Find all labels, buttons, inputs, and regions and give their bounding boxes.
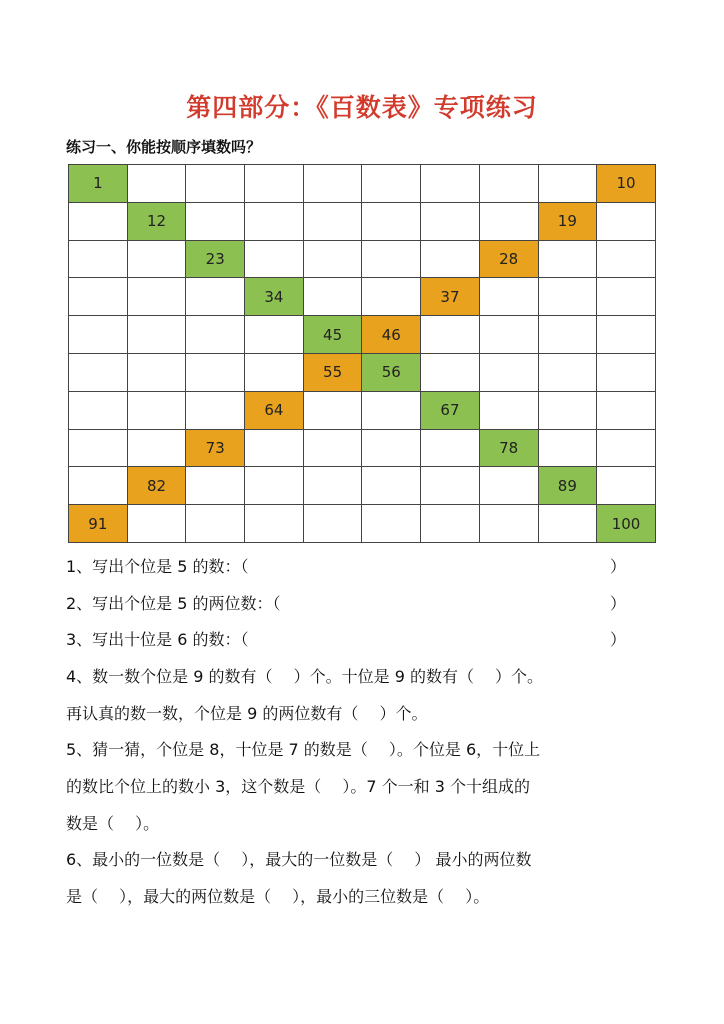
grid-cell-empty (597, 202, 656, 240)
grid-cell-empty (362, 240, 421, 278)
grid-cell-empty (245, 353, 304, 391)
grid-cell-empty (127, 165, 186, 203)
grid-cell-empty (479, 505, 538, 543)
grid-cell-empty (421, 240, 480, 278)
grid-cell-empty (362, 391, 421, 429)
grid-row (69, 429, 656, 467)
grid-cell-empty (245, 316, 304, 354)
grid-cell-empty (69, 202, 128, 240)
grid-cell-empty (479, 165, 538, 203)
grid-cell-10: 10 (597, 165, 656, 203)
grid-cell-empty (597, 429, 656, 467)
grid-cell-100: 100 (597, 505, 656, 543)
grid-cell-empty (69, 353, 128, 391)
question-6-line1: 6、最小的一位数是（ ），最大的一位数是（ ） 最小的两位数 (66, 850, 532, 869)
grid-cell-empty (362, 202, 421, 240)
grid-cell-empty (303, 165, 362, 203)
grid-cell-empty (303, 467, 362, 505)
grid-cell-empty (479, 353, 538, 391)
grid-cell-empty (421, 429, 480, 467)
grid-cell-empty (538, 240, 597, 278)
grid-cell-empty (479, 467, 538, 505)
question-1-text: 1、写出个位是 5 的数：（ (66, 557, 249, 576)
grid-cell-empty (597, 316, 656, 354)
grid-cell-78: 78 (479, 429, 538, 467)
grid-cell-empty (538, 505, 597, 543)
grid-cell-empty (127, 505, 186, 543)
grid-cell-91: 91 (69, 505, 128, 543)
grid-cell-empty (479, 316, 538, 354)
grid-cell-56: 56 (362, 353, 421, 391)
question-3-close: ） (610, 630, 627, 649)
grid-cell-64: 64 (245, 391, 304, 429)
grid-cell-empty (245, 202, 304, 240)
grid-cell-empty (362, 429, 421, 467)
grid-cell-empty (245, 240, 304, 278)
grid-cell-empty (186, 467, 245, 505)
grid-cell-empty (245, 165, 304, 203)
grid-row (69, 505, 656, 543)
question-4-line2: 再认真的数一数，个位是 9 的两位数有（ ）个。 (66, 704, 428, 723)
grid-cell-empty (303, 240, 362, 278)
hundred-chart (68, 164, 656, 543)
grid-cell-empty (303, 278, 362, 316)
grid-cell-empty (303, 202, 362, 240)
grid-cell-73: 73 (186, 429, 245, 467)
question-2-text: 2、写出个位是 5 的两位数：（ (66, 594, 281, 613)
grid-cell-empty (421, 467, 480, 505)
grid-cell-45: 45 (303, 316, 362, 354)
grid-cell-12: 12 (127, 202, 186, 240)
question-2 (66, 585, 666, 622)
grid-cell-empty (421, 353, 480, 391)
grid-row (69, 202, 656, 240)
question-1 (66, 548, 666, 585)
grid-cell-empty (479, 391, 538, 429)
grid-cell-empty (538, 278, 597, 316)
grid-cell-34: 34 (245, 278, 304, 316)
grid-cell-empty (303, 429, 362, 467)
grid-cell-67: 67 (421, 391, 480, 429)
grid-row (69, 240, 656, 278)
grid-cell-empty (186, 505, 245, 543)
grid-cell-empty (186, 278, 245, 316)
grid-cell-empty (479, 202, 538, 240)
grid-cell-empty (538, 429, 597, 467)
grid-cell-empty (597, 240, 656, 278)
grid-cell-empty (538, 316, 597, 354)
grid-cell-empty (421, 165, 480, 203)
page-title: 第四部分：《百数表》专项练习 (186, 93, 538, 122)
grid-cell-empty (69, 316, 128, 354)
question-5-line3: 数是（ ）。 (66, 814, 160, 833)
grid-cell-empty (245, 467, 304, 505)
grid-cell-empty (597, 391, 656, 429)
grid-cell-empty (69, 467, 128, 505)
grid-cell-empty (186, 316, 245, 354)
grid-cell-empty (303, 391, 362, 429)
grid-cell-empty (362, 505, 421, 543)
grid-cell-empty (421, 202, 480, 240)
grid-cell-empty (186, 165, 245, 203)
grid-cell-empty (186, 353, 245, 391)
grid-row (69, 353, 656, 391)
grid-cell-empty (186, 391, 245, 429)
grid-cell-55: 55 (303, 353, 362, 391)
grid-cell-empty (538, 165, 597, 203)
question-6-line2: 是（ ），最大的两位数是（ ），最小的三位数是（ ）。 (66, 887, 490, 906)
grid-cell-empty (538, 391, 597, 429)
grid-cell-empty (538, 353, 597, 391)
question-5 (66, 731, 666, 842)
grid-cell-empty (127, 353, 186, 391)
question-5-line2: 的数比个位上的数小 3，这个数是（ ）。7 个一和 3 个十组成的 (66, 777, 530, 796)
grid-row (69, 467, 656, 505)
question-4-line1: 4、数一数个位是 9 的数有（ ）个。十位是 9 的数有（ ）个。 (66, 667, 544, 686)
grid-cell-empty (69, 278, 128, 316)
grid-row (69, 278, 656, 316)
grid-cell-empty (597, 467, 656, 505)
grid-cell-empty (69, 429, 128, 467)
grid-cell-empty (127, 316, 186, 354)
grid-cell-empty (186, 202, 245, 240)
grid-cell-empty (127, 240, 186, 278)
grid-row (69, 165, 656, 203)
grid-cell-empty (421, 505, 480, 543)
grid-cell-empty (479, 278, 538, 316)
grid-cell-empty (421, 316, 480, 354)
grid-cell-23: 23 (186, 240, 245, 278)
grid-cell-empty (597, 278, 656, 316)
grid-cell-89: 89 (538, 467, 597, 505)
grid-cell-empty (69, 391, 128, 429)
grid-row (69, 391, 656, 429)
grid-cell-28: 28 (479, 240, 538, 278)
grid-cell-empty (127, 391, 186, 429)
grid-cell-empty (362, 278, 421, 316)
grid-cell-1: 1 (69, 165, 128, 203)
grid-cell-empty (245, 505, 304, 543)
grid-cell-empty (362, 467, 421, 505)
grid-cell-empty (303, 505, 362, 543)
question-3-text: 3、写出十位是 6 的数：（ (66, 630, 249, 649)
question-1-close: ） (610, 557, 627, 576)
grid-cell-empty (127, 429, 186, 467)
grid-cell-46: 46 (362, 316, 421, 354)
grid-cell-37: 37 (421, 278, 480, 316)
grid-cell-empty (127, 278, 186, 316)
question-6 (66, 841, 666, 915)
grid-cell-empty (69, 240, 128, 278)
grid-cell-empty (362, 165, 421, 203)
question-2-close: ） (610, 594, 627, 613)
grid-cell-82: 82 (127, 467, 186, 505)
grid-row (69, 316, 656, 354)
question-3 (66, 621, 666, 658)
question-4 (66, 658, 666, 732)
exercise-heading: 练习一、你能按顺序填数吗？ (66, 138, 262, 156)
grid-cell-empty (597, 353, 656, 391)
grid-cell-19: 19 (538, 202, 597, 240)
grid-cell-empty (245, 429, 304, 467)
question-5-line1: 5、猜一猜，个位是 8，十位是 7 的数是（ ）。个位是 6，十位上 (66, 740, 541, 759)
